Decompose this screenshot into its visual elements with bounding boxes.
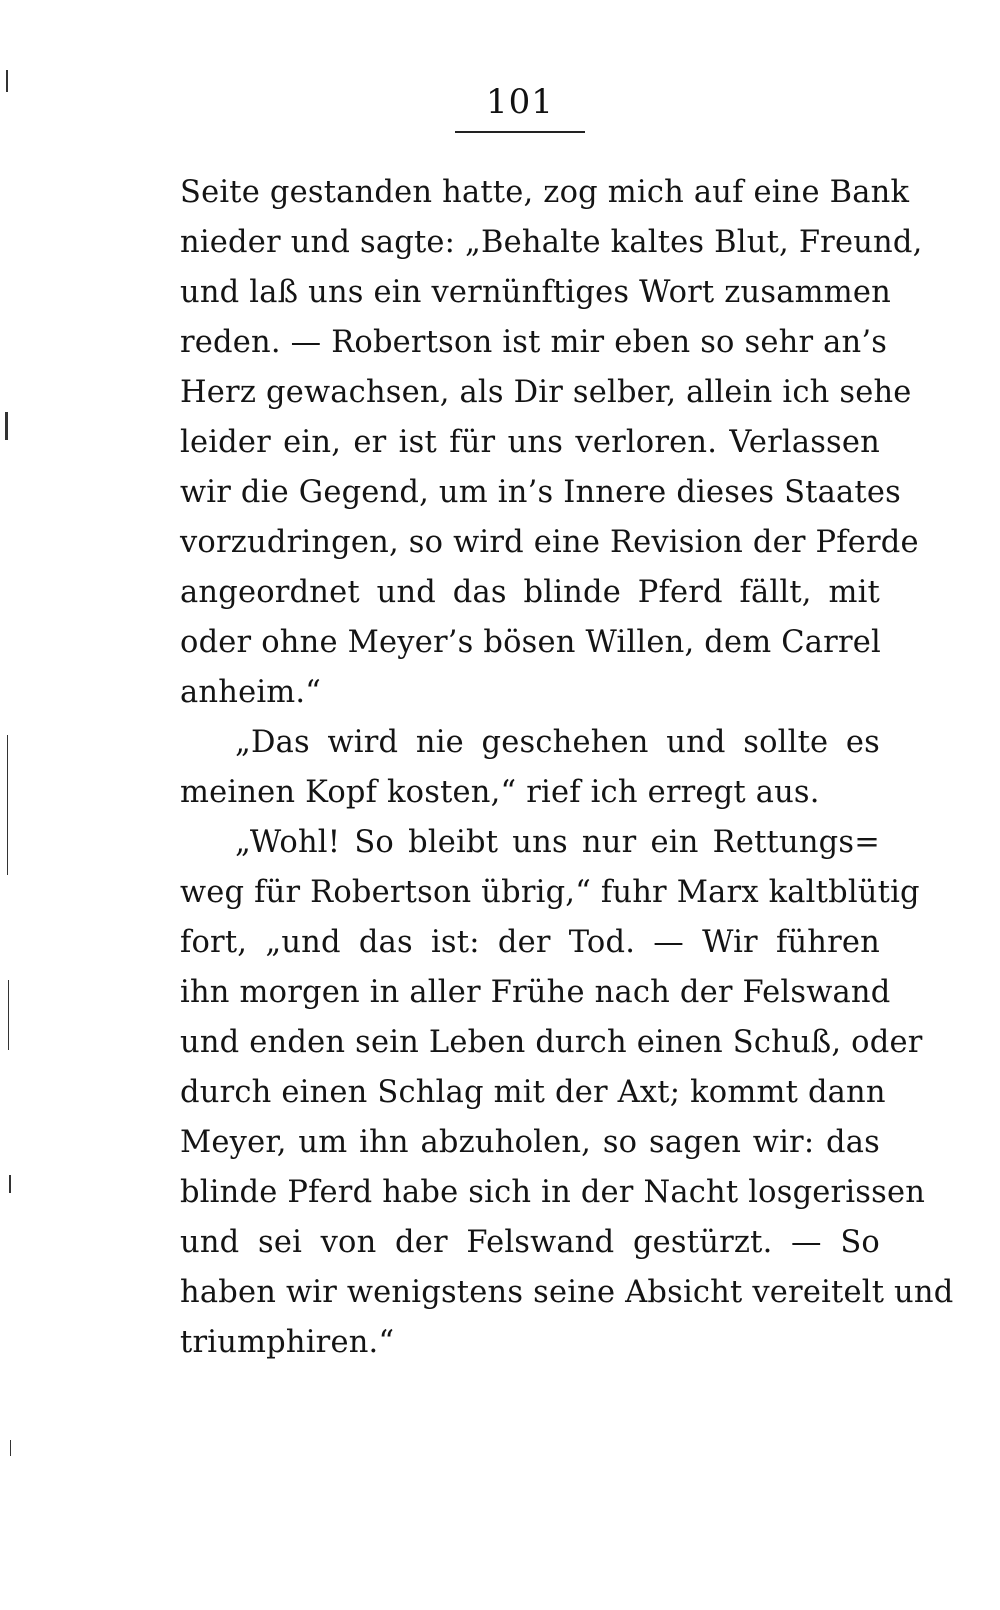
text-line: blinde Pferd habe sich in der Nacht losgerissen [180, 1175, 926, 1210]
text-line: und enden sein Leben durch einen Schuß, oder [180, 1025, 923, 1060]
body-text [180, 168, 954, 1368]
text-line: und sei von der Felswand gestürzt. — So [180, 1225, 880, 1260]
text-line: Seite gestanden hatte, zog mich auf eine Bank [180, 175, 910, 210]
text-line: wir die Gegend, um in’s Innere dieses Staates [180, 475, 901, 510]
text-line: angeordnet und das blinde Pferd fällt, mit [180, 575, 880, 610]
text-line: vorzudringen, so wird eine Revision der Pferde [180, 525, 919, 560]
text-line: triumphiren.“ [180, 1325, 395, 1360]
text-line: anheim.“ [180, 675, 322, 710]
text-line: meinen Kopf kosten,“ rief ich erregt aus. [180, 775, 820, 810]
text-line: durch einen Schlag mit der Axt; kommt dann [180, 1075, 886, 1110]
margin-mark [8, 980, 9, 1050]
text-line: „Wohl! So bleibt uns nur ein Rettungs= [235, 825, 880, 860]
text-line: „Das wird nie geschehen und sollte es [235, 725, 880, 760]
text-line: weg für Robertson übrig,“ fuhr Marx kaltblütig [180, 875, 920, 910]
text-line: haben wir wenigstens seine Absicht vereitelt und [180, 1275, 954, 1310]
margin-mark [5, 412, 8, 440]
text-line: Meyer, um ihn abzuholen, so sagen wir: das [180, 1125, 880, 1160]
text-line: fort, „und das ist: der Tod. — Wir führen [180, 925, 880, 960]
text-line: leider ein, er ist für uns verloren. Verlassen [180, 425, 880, 460]
text-line: oder ohne Meyer’s bösen Willen, dem Carrel [180, 625, 881, 660]
page-number: 101 [486, 82, 554, 122]
margin-mark [6, 70, 8, 92]
text-line: reden. — Robertson ist mir eben so sehr an’s [180, 325, 888, 360]
text-line: nieder und sagte: „Behalte kaltes Blut, Freund, [180, 225, 923, 260]
page-number-rule [455, 131, 585, 133]
margin-mark [9, 1175, 11, 1193]
text-line: Herz gewachsen, als Dir selber, allein ich sehe [180, 375, 912, 410]
text-line: und laß uns ein vernünftiges Wort zusammen [180, 275, 891, 310]
margin-mark [7, 735, 8, 875]
margin-mark [10, 1440, 11, 1456]
text-line: ihn morgen in aller Frühe nach der Felswand [180, 975, 891, 1010]
